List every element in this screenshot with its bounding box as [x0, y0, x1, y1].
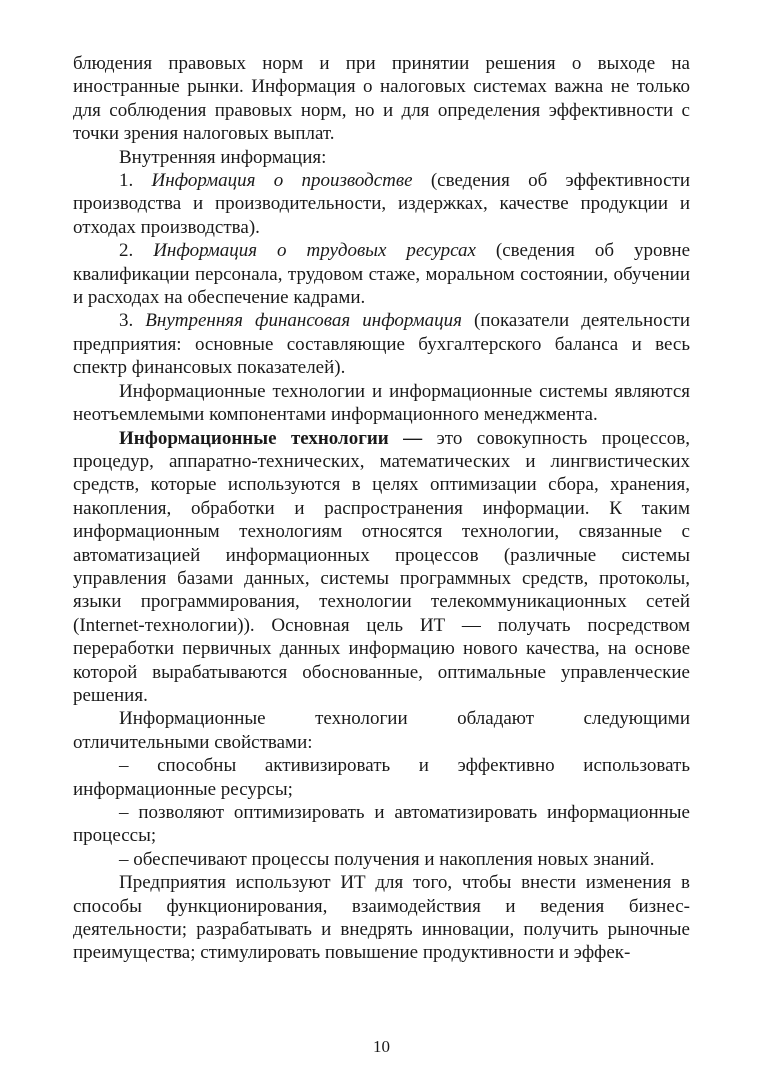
list-number: 1. [119, 170, 134, 192]
page-number: 10 [373, 1037, 390, 1056]
paragraph-it-and-is: Информационные технологии и информационные системы являются неотъемлемыми компонентами информационного менеджмента. [73, 380, 690, 426]
list-item-labor-info [73, 239, 690, 309]
list-item-property-2: – позволяют оптимизировать и автоматизировать информационные процессы; [73, 802, 690, 847]
page-body [73, 52, 690, 965]
list-number: 3. [119, 310, 134, 332]
list-item-financial-info [73, 309, 690, 379]
paragraph-it-properties-intro: Информационные технологии обладают следующими отличительными свойствами: [73, 708, 690, 753]
list-item-production-info [73, 169, 690, 239]
list-item-property-3: – обеспечивают процессы получения и накопления новых знаний. [119, 848, 655, 870]
paragraph-it-definition [73, 427, 690, 708]
list-text: (сведения об уровне квалификации персонала, трудовом стаже, моральном состоянии, обучении и расходах на обеспечение кадрами. [73, 240, 691, 309]
paragraph-internal-info-heading: Внутренняя информация: [119, 146, 327, 168]
list-term: Внутренняя финансовая информация [145, 310, 462, 332]
definition-term: Информационные технологии — [119, 427, 423, 449]
paragraph-enterprises-use-it: Предприятия используют ИТ для того, чтобы внести изменения в способы функционирования, взаимодействия и ведения бизнес-деятельности; разрабатывать и внедрять инновации, получить рыночные преимущества; стимулировать повышение продуктивности и эффек- [73, 872, 690, 964]
list-number: 2. [119, 240, 134, 262]
list-text: (сведения об эффективности производства и производительности, издержках, качестве продукции и отходах производства). [73, 170, 690, 238]
paragraph-continuation: блюдения правовых норм и при принятии решения о выходе на иностранные рынки. Информация о налоговых системах важна не только для соблюдения правовых норм, но и для определения эффективности с точки зрения налоговых выплат. [73, 53, 690, 145]
list-term: Информация о трудовых ресурсах [153, 240, 476, 262]
list-term: Информация о производстве [151, 170, 413, 192]
list-text: (показатели деятельности предприятия: основные составляющие бухгалтерского баланса и весь спектр финансовых показателей). [73, 310, 691, 379]
list-item-property-1: – способны активизировать и эффективно использовать информационные ресурсы; [73, 755, 690, 800]
definition-text: это совокупность процессов, процедур, аппаратно-технических, математических и лингвистических средств, которые используются в целях оптимизации сбора, хранения, накопления, обработки и распространения информации. К таким информационным технологиям относятся технологии, связанные с автоматизацией информационных процессов (различные системы управления базами данных, системы программных средств, протоколы, языки программирования, технологии телекоммуникационных сетей (Internet-технологии)). Основная цель ИТ — получать посредством переработки первичных данных информацию нового качества, на основе которой вырабатываются обоснованные, оптимальные управленческие решения. [73, 427, 691, 706]
